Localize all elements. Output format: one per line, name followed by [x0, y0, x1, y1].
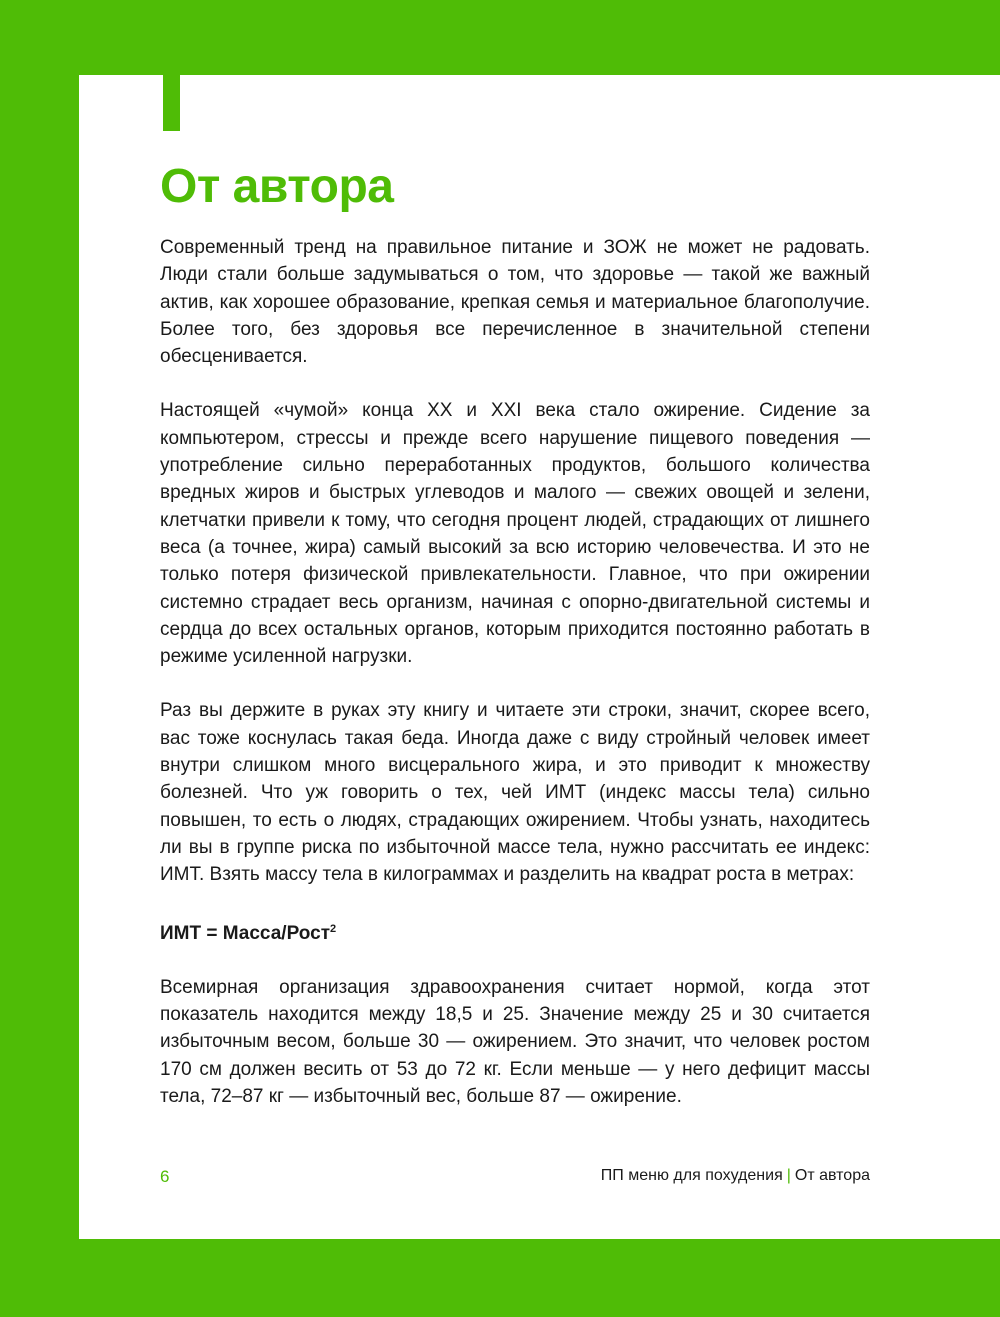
article-body [160, 234, 870, 1110]
bmi-formula-text: ИМТ = Масса/Рост [160, 922, 331, 944]
title-accent-bar [163, 75, 180, 131]
footer-separator: | [786, 1167, 791, 1184]
paragraph-who-norms: Всемирная организация здравоохранения считает нормой, когда этот показатель находится между 18,5 и 25. Значение между 25 и 30 считается избыточным весом, больше 30 — ожирением. Это значит, что человек ростом 170 см должен весить от 53 до 72 кг. Если меньше — у него дефицит массы тела, 72–87 кг — избыточный вес, больше 87 — ожирение. [160, 976, 870, 1108]
bmi-formula-exponent: 2 [330, 922, 337, 935]
footer-section: От автора [794, 1167, 870, 1184]
running-footer [601, 1167, 870, 1185]
bmi-formula [160, 916, 870, 947]
page-number: 6 [160, 1167, 170, 1186]
paragraph-intro: Современный тренд на правильное питание и ЗОЖ не может не радовать. Люди стали больше задумываться о том, что здоровье — такой же важный актив, как хорошее образование, крепкая семья и материальное благополучие. Более того, без здоровья все перечисленное в значительной степени обесценивается. [160, 237, 870, 368]
paragraph-obesity: Настоящей «чумой» конца XX и XXI века стало ожирение. Сидение за компьютером, стрессы и прежде всего нарушение пищевого поведения — употребление сильно переработанных продуктов, большого количества вредных жиров и быстрых углеводов и малого — свежих овощей и зелени, клетчатки привели к тому, что сегодня процент людей, страдающих от лишнего веса (а точнее, жира) самый высокий за всю историю человечества. И это не только потеря физической привлекательности. Главное, что при ожирении системно страдает весь организм, начиная с опорно-двигательной системы и сердца до всех остальных органов, которым приходится постоянно работать в режиме усиленной нагрузки. [160, 400, 870, 668]
paragraph-bmi: Раз вы держите в руках эту книгу и читаете эти строки, значит, скорее всего, вас тоже коснулась такая беда. Иногда даже с виду стройный человек имеет внутри слишком много висцерального жира, и это приводит к множеству болезней. Что уж говорить о тех, чей ИМТ (индекс массы тела) сильно повышен, то есть о людях, страдающих ожирением. Чтобы узнать, находитесь ли вы в группе риска по избыточной массе тела, нужно рассчитать ее индекс: ИМТ. Взять массу тела в килограммах и разделить на квадрат роста в метрах: [160, 700, 870, 886]
footer-book-title: ПП меню для похудения [600, 1167, 783, 1184]
page-title: От автора [160, 160, 394, 213]
page-sheet [79, 75, 1000, 1239]
